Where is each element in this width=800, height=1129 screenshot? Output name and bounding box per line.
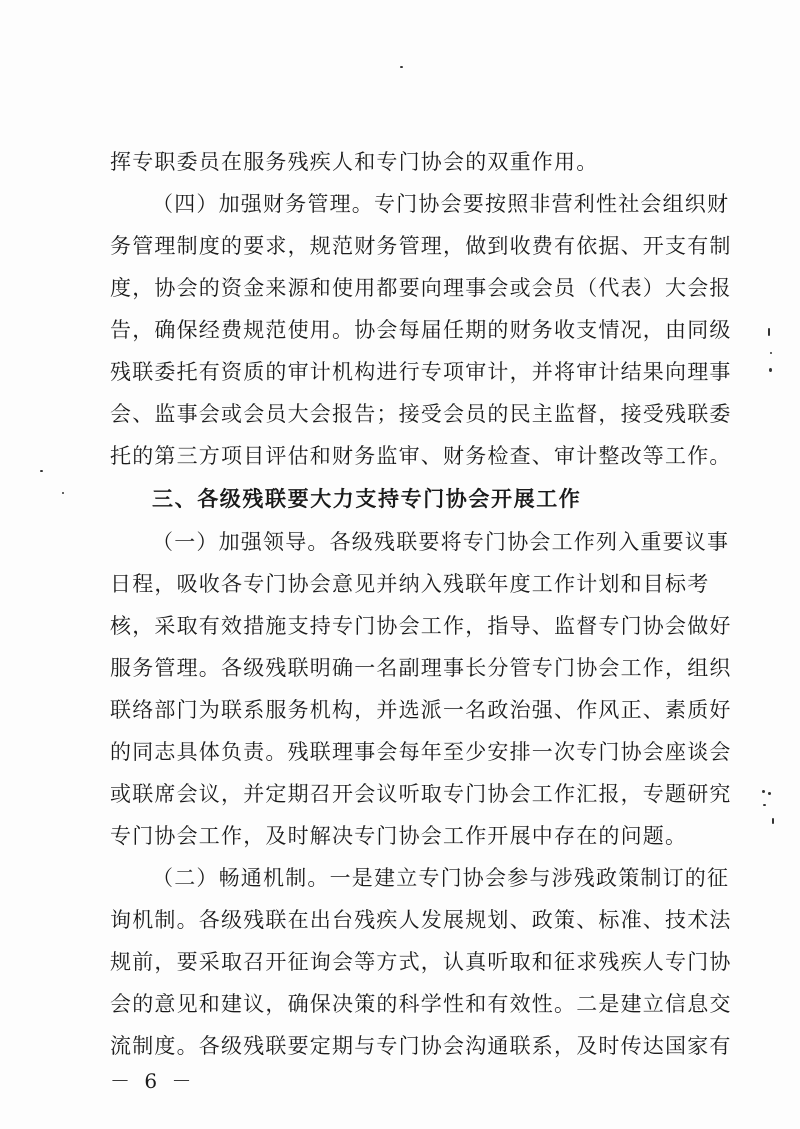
scan-speck xyxy=(769,368,772,372)
text-line: 务管理制度的要求，规范财务管理，做到收费有依据、开支有制 xyxy=(110,234,732,258)
text-line: 日程，吸收各专门协会意见并纳入残联年度工作计划和目标考 xyxy=(110,572,710,596)
text-line: 专门协会工作，及时解决专门协会工作开展中存在的问题。 xyxy=(110,824,688,848)
text-line: 流制度。各级残联要定期与专门协会沟通联系，及时传达国家有 xyxy=(110,1034,732,1058)
text-line: 的同志具体负责。残联理事会每年至少安排一次专门协会座谈会 xyxy=(110,740,732,764)
scan-speck xyxy=(40,470,43,472)
text-line: 核，采取有效措施支持专门协会工作，指导、监督专门协会做好 xyxy=(110,614,732,638)
scan-speck xyxy=(762,790,765,793)
text-line: 残联委托有资质的审计机构进行专项审计，并将审计结果向理事 xyxy=(110,360,732,384)
text-line: 或联席会议，并定期召开会议听取专门协会工作汇报，专题研究 xyxy=(110,782,732,806)
text-line: 托的第三方项目评估和财务监审、财务检查、审计整改等工作。 xyxy=(110,444,732,468)
scan-speck xyxy=(768,792,771,795)
text-line: 会的意见和建议，确保决策的科学性和有效性。二是建立信息交 xyxy=(110,992,732,1016)
text-line: 会、监事会或会员大会报告；接受会员的民主监督，接受残联委 xyxy=(110,402,732,426)
text-line: 挥专职委员在服务残疾人和专门协会的双重作用。 xyxy=(110,150,599,174)
scan-speck xyxy=(770,352,772,354)
scan-speck xyxy=(763,804,766,806)
text-line: 度，协会的资金来源和使用都要向理事会或会员（代表）大会报 xyxy=(110,276,732,300)
text-line: 联络部门为联系服务机构，并选派一名政治强、作风正、素质好 xyxy=(110,698,732,722)
scan-speck xyxy=(772,818,774,824)
text-line: （二）畅通机制。一是建立专门协会参与涉残政策制订的征 xyxy=(152,866,730,890)
text-line: 服务管理。各级残联明确一名副理事长分管专门协会工作，组织 xyxy=(110,656,732,680)
text-line: （一）加强领导。各级残联要将专门协会工作列入重要议事 xyxy=(152,530,730,554)
page-number: － 6 － xyxy=(110,1069,196,1093)
text-line: 规前，要采取召开征询会等方式，认真听取和征求残疾人专门协 xyxy=(110,950,732,974)
section-heading: 三、各级残联要大力支持专门协会开展工作 xyxy=(152,487,582,511)
scan-speck xyxy=(400,66,403,68)
scan-speck xyxy=(62,492,64,494)
scan-speck xyxy=(768,328,770,336)
text-line: （四）加强财务管理。专门协会要按照非营利性社会组织财 xyxy=(152,192,730,216)
text-line: 询机制。各级残联在出台残疾人发展规划、政策、标准、技术法 xyxy=(110,908,732,932)
text-line: 告，确保经费规范使用。协会每届任期的财务收支情况，由同级 xyxy=(110,318,732,342)
